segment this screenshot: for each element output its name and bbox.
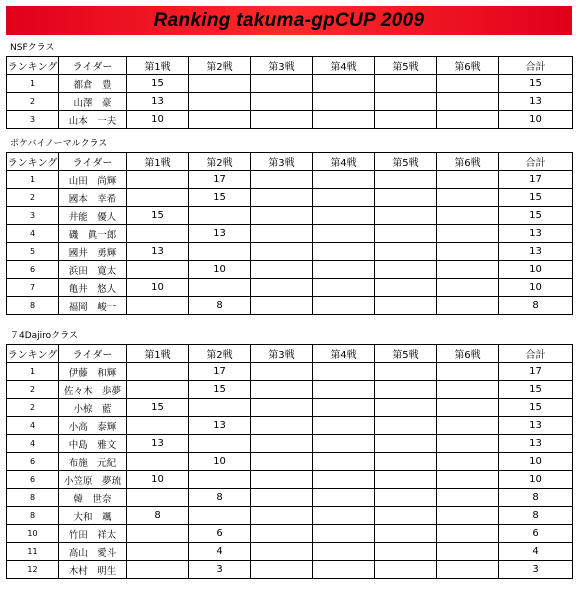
rank-cell: 4 xyxy=(7,417,59,435)
table-row xyxy=(7,297,573,315)
race-2-cell: 13 xyxy=(189,225,251,243)
rider-cell: 亀井 悠人 xyxy=(59,279,127,297)
rider-cell: 磯 眞一郎 xyxy=(59,225,127,243)
rank-cell: 6 xyxy=(7,453,59,471)
page-title: Ranking takuma-gpCUP 2009 xyxy=(153,9,425,31)
race-2-cell xyxy=(189,93,251,111)
rank-cell: 2 xyxy=(7,189,59,207)
rider-cell: 竹田 祥太 xyxy=(59,525,127,543)
race-5-cell xyxy=(375,171,437,189)
race-1-cell xyxy=(127,417,189,435)
race-2-cell xyxy=(189,471,251,489)
race-5-cell xyxy=(375,93,437,111)
total-cell: 13 xyxy=(499,417,573,435)
column-header-race-2: 第2戦 xyxy=(189,345,251,363)
race-2-cell: 8 xyxy=(189,489,251,507)
column-header-race-6: 第6戦 xyxy=(437,57,499,75)
total-cell: 10 xyxy=(499,453,573,471)
race-3-cell xyxy=(251,93,313,111)
race-4-cell xyxy=(313,189,375,207)
race-6-cell xyxy=(437,399,499,417)
race-5-cell xyxy=(375,435,437,453)
race-1-cell: 10 xyxy=(127,471,189,489)
race-4-cell xyxy=(313,525,375,543)
rider-cell: 布施 元紀 xyxy=(59,453,127,471)
race-1-cell: 15 xyxy=(127,207,189,225)
rider-cell: 國本 幸希 xyxy=(59,189,127,207)
race-1-cell xyxy=(127,363,189,381)
column-header-rank: ランキング xyxy=(7,153,59,171)
column-header-rank: ランキング xyxy=(7,57,59,75)
race-6-cell xyxy=(437,189,499,207)
column-header-race-3: 第3戦 xyxy=(251,345,313,363)
total-cell: 15 xyxy=(499,75,573,93)
table-row xyxy=(7,243,573,261)
rider-cell: 山田 尚輝 xyxy=(59,171,127,189)
race-1-cell: 8 xyxy=(127,507,189,525)
race-5-cell xyxy=(375,111,437,129)
race-4-cell xyxy=(313,381,375,399)
column-header-race-3: 第3戦 xyxy=(251,153,313,171)
rank-cell: 3 xyxy=(7,111,59,129)
race-2-cell xyxy=(189,75,251,93)
rank-cell: 2 xyxy=(7,93,59,111)
race-6-cell xyxy=(437,363,499,381)
rank-cell: 3 xyxy=(7,207,59,225)
race-1-cell xyxy=(127,489,189,507)
race-2-cell xyxy=(189,435,251,453)
race-5-cell xyxy=(375,453,437,471)
table-row xyxy=(7,111,573,129)
rider-cell: 韓 世奈 xyxy=(59,489,127,507)
table-row xyxy=(7,435,573,453)
race-4-cell xyxy=(313,225,375,243)
race-6-cell xyxy=(437,561,499,579)
rank-cell: 8 xyxy=(7,489,59,507)
race-5-cell xyxy=(375,225,437,243)
rider-cell: 山本 一夫 xyxy=(59,111,127,129)
total-cell: 6 xyxy=(499,525,573,543)
race-6-cell xyxy=(437,525,499,543)
race-6-cell xyxy=(437,75,499,93)
rank-cell: 1 xyxy=(7,363,59,381)
total-cell: 10 xyxy=(499,111,573,129)
table-row xyxy=(7,525,573,543)
race-6-cell xyxy=(437,543,499,561)
race-6-cell xyxy=(437,489,499,507)
column-header-race-6: 第6戦 xyxy=(437,153,499,171)
race-4-cell xyxy=(313,471,375,489)
column-header-rank: ランキング xyxy=(7,345,59,363)
table-row xyxy=(7,399,573,417)
race-1-cell: 13 xyxy=(127,435,189,453)
rank-cell: 11 xyxy=(7,543,59,561)
race-6-cell xyxy=(437,111,499,129)
race-3-cell xyxy=(251,297,313,315)
class-caption: NSFクラス xyxy=(10,43,55,53)
table-row xyxy=(7,207,573,225)
race-3-cell xyxy=(251,207,313,225)
race-6-cell xyxy=(437,297,499,315)
rider-cell: 伊藤 和輝 xyxy=(59,363,127,381)
rider-cell: 都倉 豊 xyxy=(59,75,127,93)
column-header-race-5: 第5戦 xyxy=(375,153,437,171)
race-5-cell xyxy=(375,471,437,489)
total-cell: 17 xyxy=(499,171,573,189)
race-2-cell xyxy=(189,279,251,297)
rank-cell: 4 xyxy=(7,225,59,243)
race-6-cell xyxy=(437,279,499,297)
rank-cell: 12 xyxy=(7,561,59,579)
race-4-cell xyxy=(313,435,375,453)
race-4-cell xyxy=(313,111,375,129)
race-1-cell: 15 xyxy=(127,75,189,93)
race-5-cell xyxy=(375,489,437,507)
race-6-cell xyxy=(437,93,499,111)
race-3-cell xyxy=(251,435,313,453)
rider-cell: 浜田 寛太 xyxy=(59,261,127,279)
table-row xyxy=(7,261,573,279)
header-row xyxy=(7,57,573,75)
rider-cell: 小椋 藍 xyxy=(59,399,127,417)
race-3-cell xyxy=(251,471,313,489)
race-6-cell xyxy=(437,171,499,189)
race-4-cell xyxy=(313,561,375,579)
race-4-cell xyxy=(313,297,375,315)
race-3-cell xyxy=(251,243,313,261)
column-header-race-4: 第4戦 xyxy=(313,153,375,171)
total-cell: 15 xyxy=(499,399,573,417)
race-6-cell xyxy=(437,261,499,279)
column-header-race-5: 第5戦 xyxy=(375,345,437,363)
column-header-total: 合計 xyxy=(499,345,573,363)
column-header-total: 合計 xyxy=(499,57,573,75)
table-row xyxy=(7,453,573,471)
total-cell: 17 xyxy=(499,363,573,381)
column-header-total: 合計 xyxy=(499,153,573,171)
column-header-race-4: 第4戦 xyxy=(313,345,375,363)
race-4-cell xyxy=(313,75,375,93)
total-cell: 15 xyxy=(499,207,573,225)
column-header-rider: ライダー xyxy=(59,153,127,171)
rider-cell: 小高 泰輝 xyxy=(59,417,127,435)
total-cell: 8 xyxy=(499,297,573,315)
race-1-cell xyxy=(127,561,189,579)
ranking-table xyxy=(6,56,573,129)
race-5-cell xyxy=(375,243,437,261)
table-row xyxy=(7,93,573,111)
class-caption: ７4Dajiroクラス xyxy=(10,331,78,341)
total-cell: 8 xyxy=(499,489,573,507)
race-2-cell: 17 xyxy=(189,171,251,189)
race-1-cell xyxy=(127,297,189,315)
column-header-race-1: 第1戦 xyxy=(127,345,189,363)
table-row xyxy=(7,471,573,489)
table-row xyxy=(7,561,573,579)
race-3-cell xyxy=(251,75,313,93)
race-6-cell xyxy=(437,507,499,525)
table-row xyxy=(7,279,573,297)
column-header-race-6: 第6戦 xyxy=(437,345,499,363)
race-3-cell xyxy=(251,279,313,297)
rank-cell: 4 xyxy=(7,435,59,453)
rank-cell: 8 xyxy=(7,507,59,525)
race-6-cell xyxy=(437,471,499,489)
race-5-cell xyxy=(375,507,437,525)
race-1-cell: 15 xyxy=(127,399,189,417)
rider-cell: 福岡 峻一 xyxy=(59,297,127,315)
race-6-cell xyxy=(437,225,499,243)
class-caption: ポケバイノーマルクラス xyxy=(10,139,108,149)
column-header-race-1: 第1戦 xyxy=(127,153,189,171)
total-cell: 13 xyxy=(499,435,573,453)
race-2-cell xyxy=(189,207,251,225)
race-4-cell xyxy=(313,243,375,261)
race-5-cell xyxy=(375,297,437,315)
race-2-cell: 8 xyxy=(189,297,251,315)
race-1-cell xyxy=(127,525,189,543)
race-3-cell xyxy=(251,381,313,399)
race-6-cell xyxy=(437,435,499,453)
race-3-cell xyxy=(251,525,313,543)
table-row xyxy=(7,189,573,207)
total-cell: 10 xyxy=(499,279,573,297)
table-row xyxy=(7,489,573,507)
rank-cell: 6 xyxy=(7,471,59,489)
header-row xyxy=(7,345,573,363)
rank-cell: 7 xyxy=(7,279,59,297)
race-4-cell xyxy=(313,489,375,507)
race-2-cell xyxy=(189,111,251,129)
race-4-cell xyxy=(313,171,375,189)
total-cell: 15 xyxy=(499,381,573,399)
race-3-cell xyxy=(251,363,313,381)
race-2-cell: 15 xyxy=(189,189,251,207)
table-row xyxy=(7,171,573,189)
race-3-cell xyxy=(251,171,313,189)
race-4-cell xyxy=(313,363,375,381)
column-header-race-4: 第4戦 xyxy=(313,57,375,75)
column-header-race-3: 第3戦 xyxy=(251,57,313,75)
race-4-cell xyxy=(313,399,375,417)
column-header-race-5: 第5戦 xyxy=(375,57,437,75)
race-3-cell xyxy=(251,111,313,129)
race-1-cell xyxy=(127,381,189,399)
rank-cell: 10 xyxy=(7,525,59,543)
column-header-rider: ライダー xyxy=(59,57,127,75)
title-banner xyxy=(6,6,572,35)
race-1-cell xyxy=(127,543,189,561)
race-2-cell: 15 xyxy=(189,381,251,399)
race-6-cell xyxy=(437,207,499,225)
race-6-cell xyxy=(437,453,499,471)
race-5-cell xyxy=(375,279,437,297)
race-5-cell xyxy=(375,543,437,561)
race-2-cell: 10 xyxy=(189,261,251,279)
race-6-cell xyxy=(437,381,499,399)
race-2-cell: 6 xyxy=(189,525,251,543)
table-row xyxy=(7,363,573,381)
rank-cell: 5 xyxy=(7,243,59,261)
table-row xyxy=(7,417,573,435)
race-5-cell xyxy=(375,399,437,417)
race-1-cell xyxy=(127,225,189,243)
race-1-cell xyxy=(127,189,189,207)
race-4-cell xyxy=(313,507,375,525)
rider-cell: 佐々木 歩夢 xyxy=(59,381,127,399)
rank-cell: 1 xyxy=(7,75,59,93)
race-3-cell xyxy=(251,453,313,471)
rider-cell: 木村 明生 xyxy=(59,561,127,579)
race-2-cell xyxy=(189,243,251,261)
race-3-cell xyxy=(251,543,313,561)
total-cell: 13 xyxy=(499,93,573,111)
rank-cell: 6 xyxy=(7,261,59,279)
race-4-cell xyxy=(313,453,375,471)
race-2-cell: 13 xyxy=(189,417,251,435)
race-3-cell xyxy=(251,261,313,279)
rank-cell: 2 xyxy=(7,381,59,399)
total-cell: 8 xyxy=(499,507,573,525)
rank-cell: 1 xyxy=(7,171,59,189)
column-header-race-2: 第2戦 xyxy=(189,153,251,171)
rider-cell: 大和 颯 xyxy=(59,507,127,525)
race-4-cell xyxy=(313,279,375,297)
table-row xyxy=(7,507,573,525)
rider-cell: 中島 雅文 xyxy=(59,435,127,453)
race-3-cell xyxy=(251,189,313,207)
race-2-cell: 10 xyxy=(189,453,251,471)
race-3-cell xyxy=(251,225,313,243)
race-4-cell xyxy=(313,207,375,225)
race-5-cell xyxy=(375,75,437,93)
total-cell: 10 xyxy=(499,261,573,279)
race-2-cell: 3 xyxy=(189,561,251,579)
total-cell: 13 xyxy=(499,243,573,261)
table-row xyxy=(7,75,573,93)
race-2-cell xyxy=(189,507,251,525)
table-row xyxy=(7,225,573,243)
race-6-cell xyxy=(437,417,499,435)
race-3-cell xyxy=(251,399,313,417)
race-3-cell xyxy=(251,507,313,525)
rider-cell: 國井 勇輝 xyxy=(59,243,127,261)
race-5-cell xyxy=(375,207,437,225)
total-cell: 13 xyxy=(499,225,573,243)
race-3-cell xyxy=(251,417,313,435)
race-6-cell xyxy=(437,243,499,261)
race-1-cell xyxy=(127,171,189,189)
race-5-cell xyxy=(375,363,437,381)
race-5-cell xyxy=(375,261,437,279)
race-3-cell xyxy=(251,489,313,507)
total-cell: 10 xyxy=(499,471,573,489)
race-5-cell xyxy=(375,381,437,399)
ranking-table xyxy=(6,344,573,579)
race-5-cell xyxy=(375,189,437,207)
column-header-race-2: 第2戦 xyxy=(189,57,251,75)
race-3-cell xyxy=(251,561,313,579)
table-row xyxy=(7,543,573,561)
rider-cell: 山澤 豪 xyxy=(59,93,127,111)
total-cell: 4 xyxy=(499,543,573,561)
race-5-cell xyxy=(375,525,437,543)
race-2-cell: 4 xyxy=(189,543,251,561)
total-cell: 3 xyxy=(499,561,573,579)
race-2-cell xyxy=(189,399,251,417)
race-1-cell: 13 xyxy=(127,243,189,261)
ranking-table xyxy=(6,152,573,315)
race-1-cell xyxy=(127,261,189,279)
column-header-rider: ライダー xyxy=(59,345,127,363)
race-4-cell xyxy=(313,417,375,435)
race-1-cell: 10 xyxy=(127,279,189,297)
total-cell: 15 xyxy=(499,189,573,207)
rider-cell: 井能 優人 xyxy=(59,207,127,225)
race-4-cell xyxy=(313,93,375,111)
rank-cell: 2 xyxy=(7,399,59,417)
table-row xyxy=(7,381,573,399)
race-1-cell: 10 xyxy=(127,111,189,129)
race-4-cell xyxy=(313,261,375,279)
rider-cell: 小笠原 夢琉 xyxy=(59,471,127,489)
header-row xyxy=(7,153,573,171)
race-5-cell xyxy=(375,561,437,579)
race-5-cell xyxy=(375,417,437,435)
race-2-cell: 17 xyxy=(189,363,251,381)
column-header-race-1: 第1戦 xyxy=(127,57,189,75)
race-4-cell xyxy=(313,543,375,561)
rider-cell: 高山 愛斗 xyxy=(59,543,127,561)
rank-cell: 8 xyxy=(7,297,59,315)
race-1-cell: 13 xyxy=(127,93,189,111)
race-1-cell xyxy=(127,453,189,471)
